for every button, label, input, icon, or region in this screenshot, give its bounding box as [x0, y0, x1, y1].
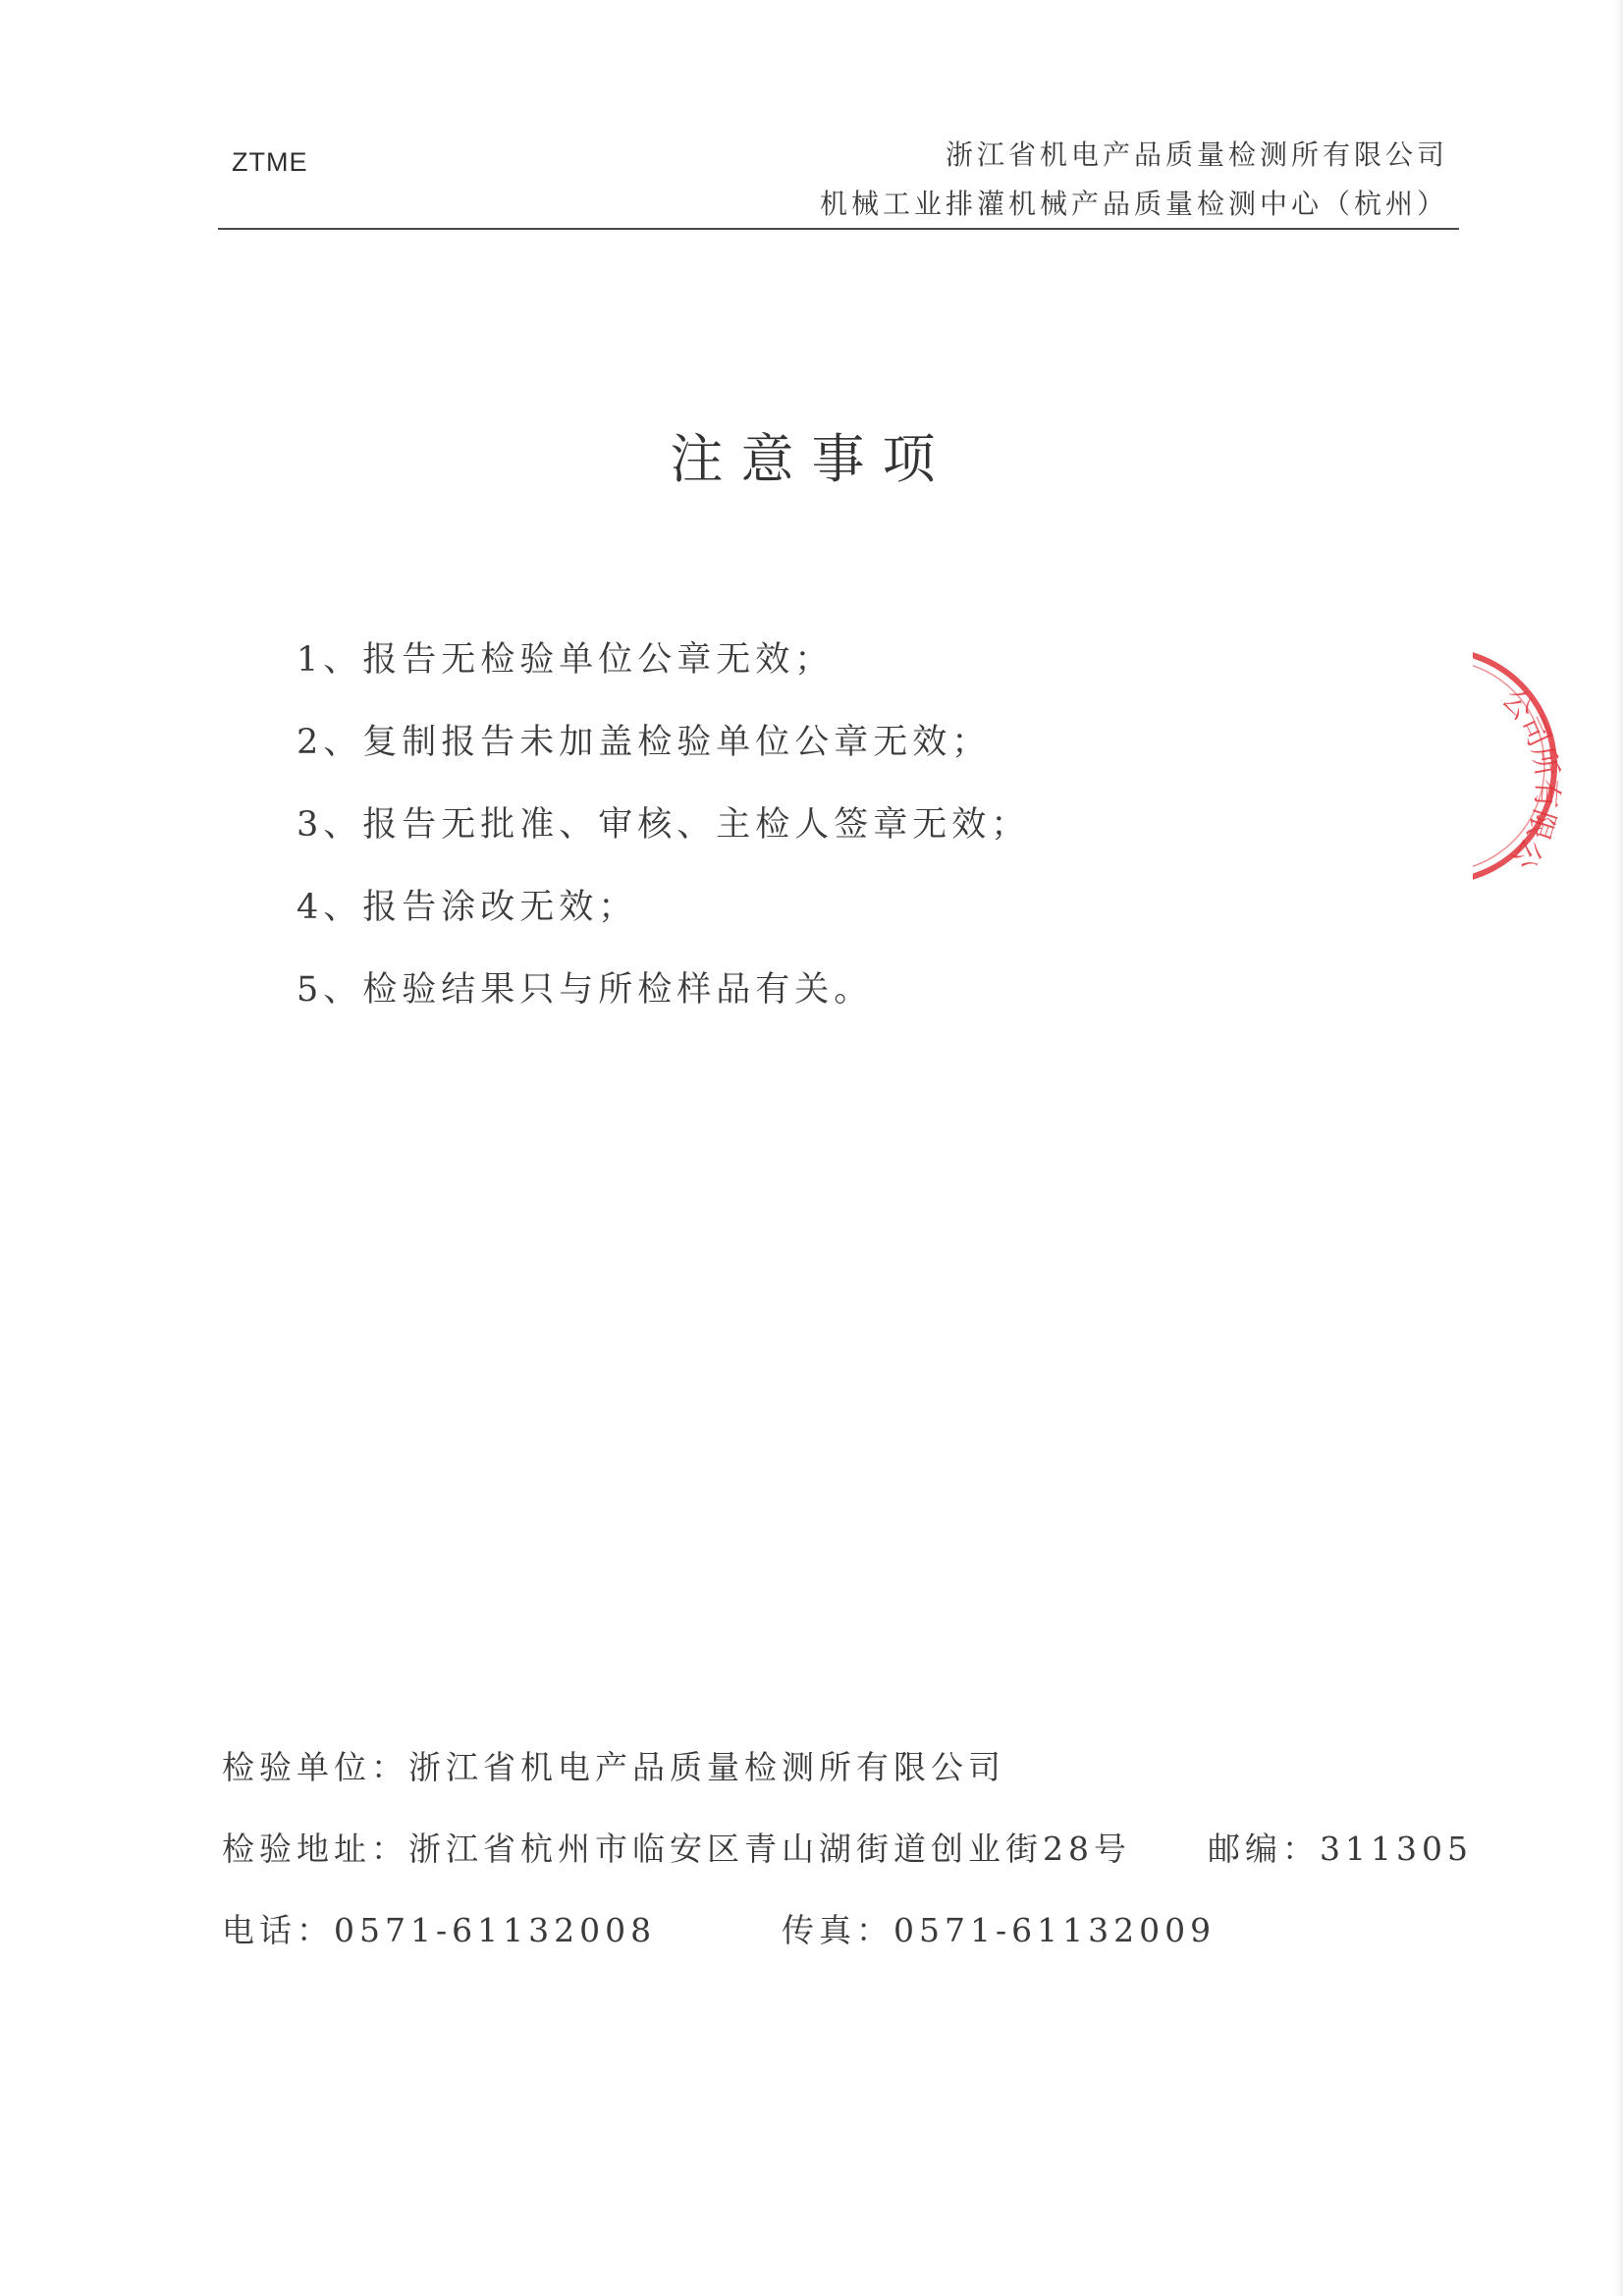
footer-fax: [782, 1901, 1216, 1960]
note-item: 4、报告涂改无效；: [297, 888, 638, 927]
footer-postcode-label: 邮编：: [1208, 1830, 1320, 1868]
footer-unit: [222, 1738, 1005, 1797]
footer-postcode: [1208, 1820, 1473, 1879]
footer-unit-value: 浙江省机电产品质量检测所有限公司: [408, 1748, 1005, 1786]
note-item: 2、复制报告未加盖检验单位公章无效；: [297, 723, 992, 762]
notes-list: [297, 629, 1030, 1041]
footer-phone: [222, 1901, 656, 1960]
footer-address-label: 检验地址：: [222, 1830, 408, 1868]
scan-edge-shadow: [1615, 0, 1623, 2296]
footer-unit-label: 检验单位：: [222, 1748, 408, 1786]
note-item: 1、报告无检验单位公章无效；: [297, 640, 835, 680]
contact-footer: [222, 1738, 1498, 1983]
header-code: ZTME: [232, 147, 308, 177]
seal-text-path: 公司所有限公: [1494, 682, 1565, 876]
footer-phone-row: [222, 1901, 1498, 1983]
footer-address-value: 浙江省杭州市临安区青山湖街道创业街28号: [408, 1830, 1131, 1868]
footer-unit-row: [222, 1738, 1498, 1820]
header-org-line1: 浙江省机电产品质量检测所有限公司: [945, 138, 1448, 171]
company-seal-partial: [1473, 638, 1571, 903]
footer-address-row: [222, 1820, 1498, 1901]
footer-address: [222, 1820, 1131, 1879]
footer-postcode-value: 311305: [1320, 1830, 1473, 1868]
footer-fax-value: 0571-61132009: [893, 1911, 1217, 1949]
page-title: 注意事项: [670, 428, 953, 490]
footer-phone-value: 0571-61132008: [334, 1911, 657, 1949]
header-organization: [820, 131, 1448, 229]
header-divider: [218, 228, 1459, 230]
note-item: 5、检验结果只与所检样品有关。: [297, 970, 874, 1010]
footer-fax-label: 传真：: [782, 1911, 893, 1949]
note-item: 3、报告无批准、审核、主检人签章无效；: [297, 805, 1031, 845]
seal-graphic: [1473, 638, 1571, 903]
footer-phone-label: 电话：: [222, 1911, 334, 1949]
header-org-line2: 机械工业排灌机械产品质量检测中心（杭州）: [819, 188, 1448, 220]
